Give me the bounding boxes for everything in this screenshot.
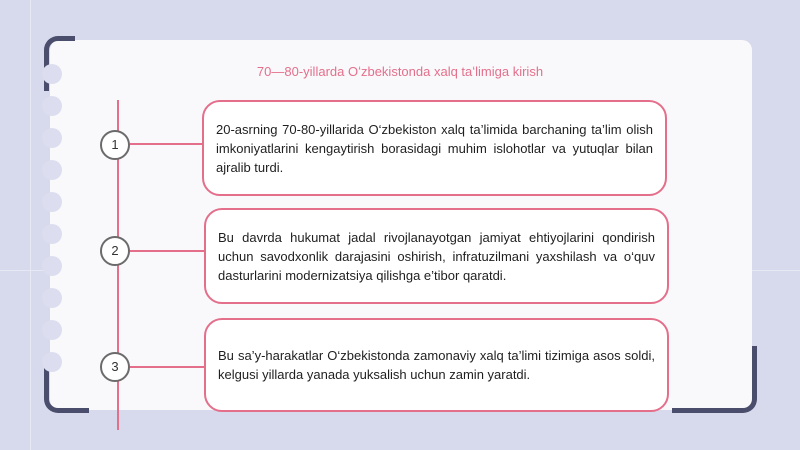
step-number-badge: 3 — [100, 352, 130, 382]
frame-corner-bottom-left — [44, 368, 89, 413]
page-title: 70—80-yillarda Oʻzbekistonda xalq taʻlimiga kirish — [256, 64, 544, 79]
frame-corner-bottom-right — [672, 346, 757, 413]
notebook-hole — [42, 96, 62, 116]
notebook-hole — [42, 224, 62, 244]
step-number-badge: 1 — [100, 130, 130, 160]
notebook-hole — [42, 352, 62, 372]
notebook-hole — [42, 256, 62, 276]
notebook-hole — [42, 160, 62, 180]
timeline-text-box — [204, 318, 669, 412]
notebook-hole — [42, 128, 62, 148]
timeline-text-box — [204, 208, 669, 304]
timeline-text-box — [202, 100, 667, 196]
notebook-hole — [42, 288, 62, 308]
timeline-connector — [130, 143, 202, 145]
timeline-connector — [130, 366, 204, 368]
step-number-badge: 2 — [100, 236, 130, 266]
timeline-text: 20-asrning 70-80-yillarida O‘zbekiston xalq ta’limida barchaning ta’lim olish imkoniyatlarini kengaytirish borasidagi muhim islohotlar va yutuqlar bilan ajralib turdi. — [216, 121, 653, 175]
timeline-connector — [130, 250, 204, 252]
notebook-hole — [42, 320, 62, 340]
notebook-hole — [42, 192, 62, 212]
timeline-text: Bu davrda hukumat jadal rivojlanayotgan jamiyat ehtiyojlarini qondirish uchun savodxonlik darajasini oshirish, infratuzilmani yaxshilash va o‘quv dasturlarini modernizatsiya qilishga e’tibor qaratdi. — [218, 229, 655, 283]
timeline-text: Bu sa’y-harakatlar O‘zbekistonda zamonaviy xalq ta’limi tizimiga asos soldi, kelgusi yillarda yanada yuksalish uchun zamin yaratdi. — [218, 348, 655, 382]
